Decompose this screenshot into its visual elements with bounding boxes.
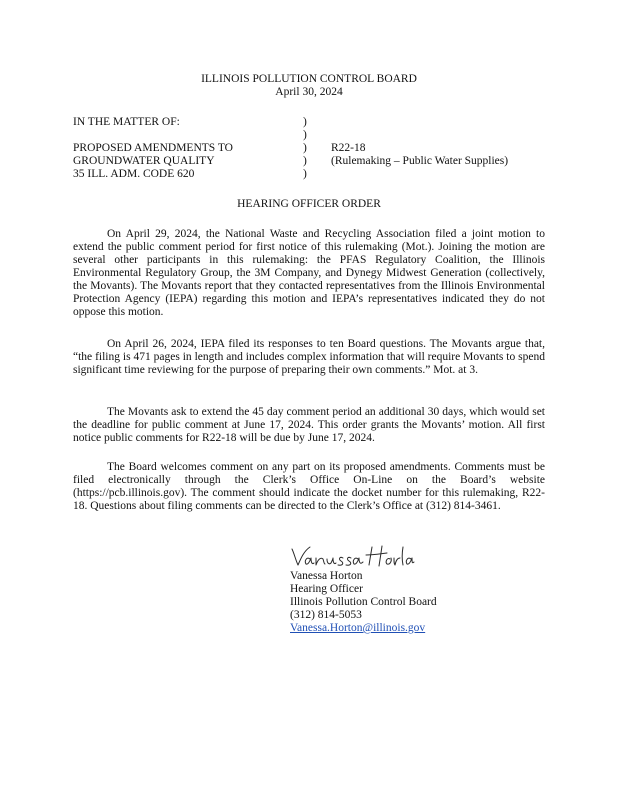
caption-paren: ) xyxy=(303,168,307,180)
body-paragraph-1: On April 29, 2024, the National Waste and Recycling Association filed a joint motion to extend the public comment period for first notice of this rulemaking (Mot.). Joining the motion are several other participants in this rulemaking: the PFAS Regulatory Coalition, the Illinois Environmental Regulatory Group, the 3M Company, and Dynegy Midwest Generation (collectively, the Movants). The Movants report that they contacted representatives from the Illinois Environmental Protection Agency (IEPA) regarding this motion and IEPA’s representatives indicated they do not oppose this motion. xyxy=(73,228,545,318)
caption-paren: ) xyxy=(303,142,307,154)
handwritten-signature xyxy=(290,543,415,571)
signer-title: Hearing Officer xyxy=(290,583,363,595)
signer-name: Vanessa Horton xyxy=(290,570,363,582)
signer-email-link[interactable]: Vanessa.Horton@illinois.gov xyxy=(290,622,426,634)
caption-title-line-1: PROPOSED AMENDMENTS TO xyxy=(73,142,233,154)
docket-number: R22-18 xyxy=(331,142,366,154)
caption-paren: ) xyxy=(303,129,307,141)
signer-organization: Illinois Pollution Control Board xyxy=(290,596,437,608)
order-title: HEARING OFFICER ORDER xyxy=(237,198,381,210)
body-paragraph-2: On April 26, 2024, IEPA filed its responses to ten Board questions. The Movants argue that, “the filing is 471 pages in length and includes complex information that will require Movants to spend significant time reviewing for the purpose of preparing their own comments.” Mot. at 3. xyxy=(73,338,545,376)
docket-description: (Rulemaking – Public Water Supplies) xyxy=(331,155,509,167)
caption-paren: ) xyxy=(303,155,307,167)
caption-title-line-2: GROUNDWATER QUALITY xyxy=(73,155,215,167)
matter-of-label: IN THE MATTER OF: xyxy=(73,116,180,128)
caption-paren: ) xyxy=(303,116,307,128)
agency-name: ILLINOIS POLLUTION CONTROL BOARD xyxy=(201,73,417,85)
order-date: April 30, 2024 xyxy=(275,86,343,98)
signature-block xyxy=(290,570,437,635)
body-paragraph-3: The Movants ask to extend the 45 day comment period an additional 30 days, which would set the deadline for public comment at June 17, 2024. This order grants the Movants’ motion. All first notice public comments for R22-18 will be due by June 17, 2024. xyxy=(73,406,545,444)
caption-title-line-3: 35 ILL. ADM. CODE 620 xyxy=(73,168,195,180)
body-paragraph-4: The Board welcomes comment on any part on its proposed amendments. Comments must be filed electronically through the Clerk’s Office On-Line on the Board’s website (https://pcb.illinois.gov). The comment should indicate the docket number for this rulemaking, R22-18. Questions about filing comments can be directed to the Clerk’s Office at (312) 814-3461. xyxy=(73,461,545,512)
signer-phone: (312) 814-5053 xyxy=(290,609,362,621)
